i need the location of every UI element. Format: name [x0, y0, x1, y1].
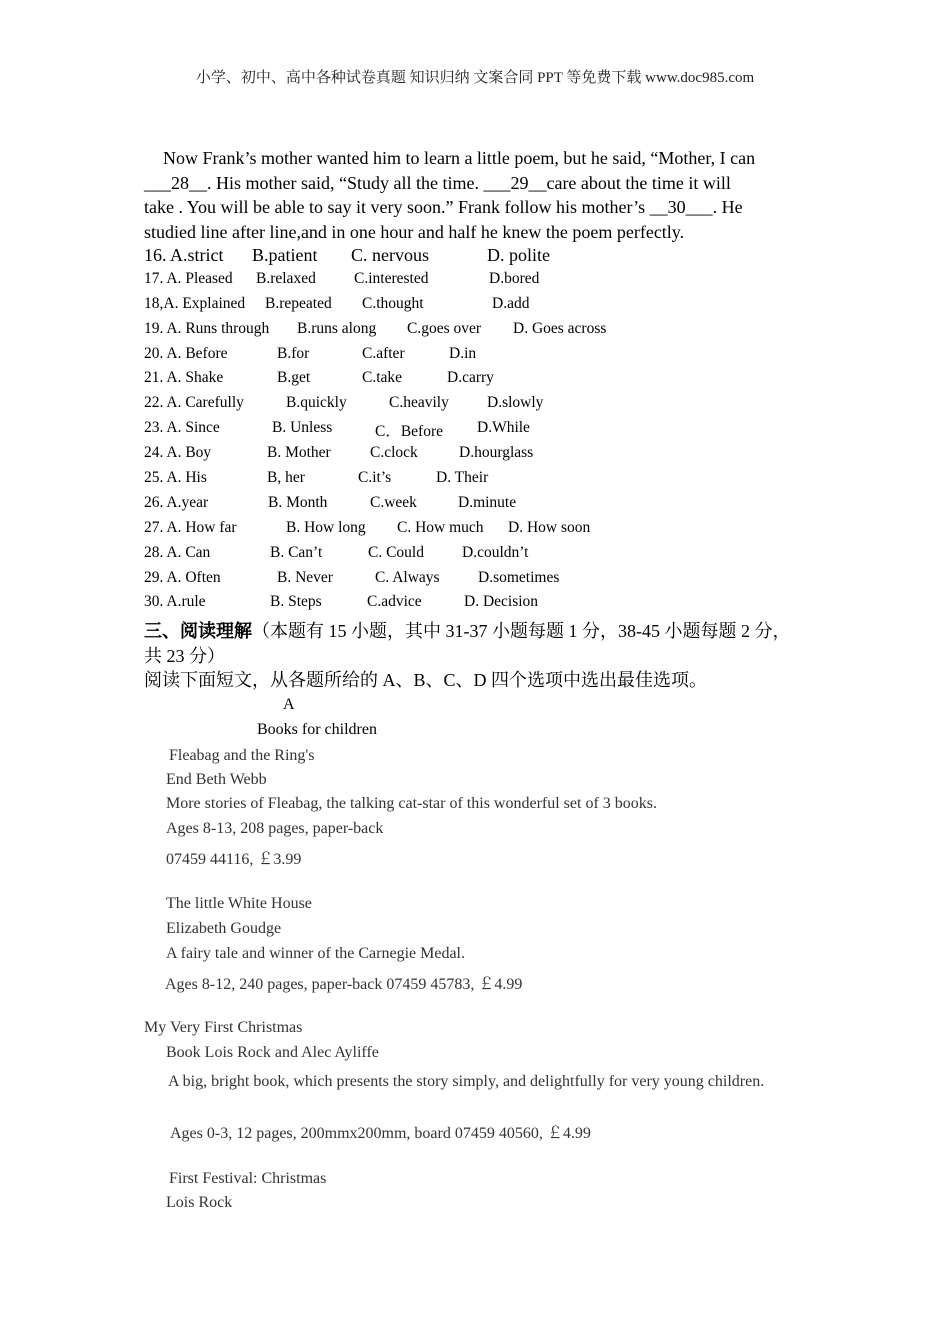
- book-info: Ages 0-3, 12 pages, 200mmx200mm, board 07459 40560, ￡4.99: [170, 1125, 591, 1142]
- part-label: A: [283, 696, 295, 713]
- option-a: 28. A. Can: [144, 543, 211, 561]
- option-d: D. Their: [436, 469, 489, 487]
- option-c: C.after: [362, 344, 405, 362]
- option-a: 30. A.rule: [144, 593, 206, 611]
- option-d: D.in: [449, 344, 477, 362]
- option-a: 29. A. Often: [144, 568, 221, 586]
- option-d: D.sometimes: [478, 568, 560, 586]
- option-d: D.carry: [447, 369, 494, 387]
- option-b: B.runs along: [297, 319, 377, 337]
- option-c: C.week: [370, 493, 417, 511]
- option-c: C. Always: [375, 568, 440, 586]
- option-d: D.While: [477, 419, 530, 437]
- option-b: B.patient: [252, 245, 318, 265]
- instruction: 阅读下面短文，从各题所给的 A、B、C、D 四个选项中选出最佳选项。: [144, 670, 708, 690]
- book-desc: A fairy tale and winner of the Carnegie Medal.: [166, 945, 465, 962]
- passage-line-3: take . You will be able to say it very soon.” Frank follow his mother’s __30___. He: [144, 197, 743, 217]
- passage: [144, 146, 804, 244]
- option-c: C.advice: [367, 593, 422, 611]
- section-desc: （本题有 15 小题，其中 31-37 小题每题 1 分，38-45 小题每题 2 分，: [252, 621, 791, 641]
- option-b: B.for: [277, 344, 310, 362]
- page-header: 小学、初中、高中各种试卷真题 知识归纳 文案合同 PPT 等免费下载 www.doc985.com: [195, 70, 755, 86]
- option-c: C.take: [362, 369, 403, 387]
- book-title: Fleabag and the Ring's: [169, 747, 315, 764]
- book-info: Ages 8-13, 208 pages, paper-back: [166, 820, 384, 837]
- passage-line-2: ___28__. His mother said, “Study all the time. ___29__care about the time it will: [144, 172, 731, 193]
- option-b: B. Month: [268, 493, 328, 511]
- option-d: D. Decision: [464, 593, 539, 611]
- option-d: D.couldn’t: [462, 543, 529, 561]
- option-d: D.minute: [458, 493, 517, 511]
- option-a: 23. A. Since: [144, 419, 220, 437]
- book-author: Book Lois Rock and Alec Ayliffe: [166, 1044, 379, 1061]
- option-c: C．Before: [375, 423, 444, 441]
- option-a: 16. A.strict: [144, 245, 224, 265]
- section-title: 三、阅读理解: [144, 621, 252, 641]
- option-c: C.clock: [370, 444, 418, 462]
- option-d: D. polite: [487, 245, 550, 265]
- option-b: B. Unless: [272, 419, 333, 437]
- option-b: B. Can’t: [270, 543, 323, 561]
- option-b: B.quickly: [286, 394, 347, 412]
- book-title: My Very First Christmas: [144, 1019, 303, 1036]
- book-author: Elizabeth Goudge: [166, 920, 282, 937]
- option-a: 20. A. Before: [144, 344, 228, 362]
- book-desc: More stories of Fleabag, the talking cat-star of this wonderful set of 3 books.: [166, 795, 657, 812]
- option-a: 27. A. How far: [144, 518, 237, 536]
- option-d: D.bored: [489, 269, 540, 287]
- option-b: B. How long: [286, 518, 366, 536]
- option-b: B. Steps: [270, 593, 322, 611]
- option-c: C. How much: [397, 518, 484, 536]
- option-b: B, her: [267, 469, 305, 487]
- section-3: [144, 619, 824, 693]
- book-price: 07459 44116, ￡3.99: [166, 851, 302, 868]
- book-author: End Beth Webb: [166, 771, 267, 788]
- book-title: The little White House: [166, 895, 312, 912]
- option-b: B. Mother: [267, 444, 331, 462]
- section-desc-2: 共 23 分）: [144, 645, 225, 666]
- option-a: 25. A. His: [144, 469, 207, 487]
- option-d: D.add: [492, 294, 530, 312]
- option-a: 26. A.year: [144, 493, 209, 511]
- option-d: D. How soon: [508, 518, 591, 536]
- option-a: 18,A. Explained: [144, 294, 246, 312]
- option-c: C.thought: [362, 294, 424, 312]
- option-c: C. Could: [368, 543, 424, 561]
- option-a: 22. A. Carefully: [144, 394, 244, 412]
- option-a: 24. A. Boy: [144, 444, 212, 462]
- book-title: First Festival: Christmas: [169, 1170, 327, 1187]
- option-b: B.get: [277, 369, 311, 387]
- option-d: D.hourglass: [459, 444, 534, 462]
- option-c: C. nervous: [351, 245, 429, 265]
- book-author: Lois Rock: [166, 1194, 233, 1211]
- books-heading: Books for children: [257, 721, 377, 738]
- option-b: B.relaxed: [256, 269, 316, 287]
- option-c: C.heavily: [389, 394, 449, 412]
- passage-line-4: studied line after line,and in one hour and half he knew the poem perfectly.: [144, 221, 685, 242]
- option-c: C.interested: [354, 269, 429, 287]
- option-a: 21. A. Shake: [144, 369, 224, 387]
- option-c: C.it’s: [358, 469, 392, 487]
- book-info: Ages 8-12, 240 pages, paper-back 07459 45783, ￡4.99: [165, 976, 523, 993]
- option-b: B. Never: [277, 568, 333, 586]
- option-a: 19. A. Runs through: [144, 319, 270, 337]
- option-d: D.slowly: [487, 394, 544, 412]
- option-b: B.repeated: [265, 294, 332, 312]
- option-d: D. Goes across: [513, 319, 607, 337]
- book-desc: A big, bright book, which presents the story simply, and delightfully for very young children.: [168, 1073, 765, 1090]
- passage-line-1: Now Frank’s mother wanted him to learn a little poem, but he said, “Mother, I can: [163, 148, 756, 168]
- option-c: C.goes over: [407, 319, 482, 337]
- option-a: 17. A. Pleased: [144, 269, 233, 287]
